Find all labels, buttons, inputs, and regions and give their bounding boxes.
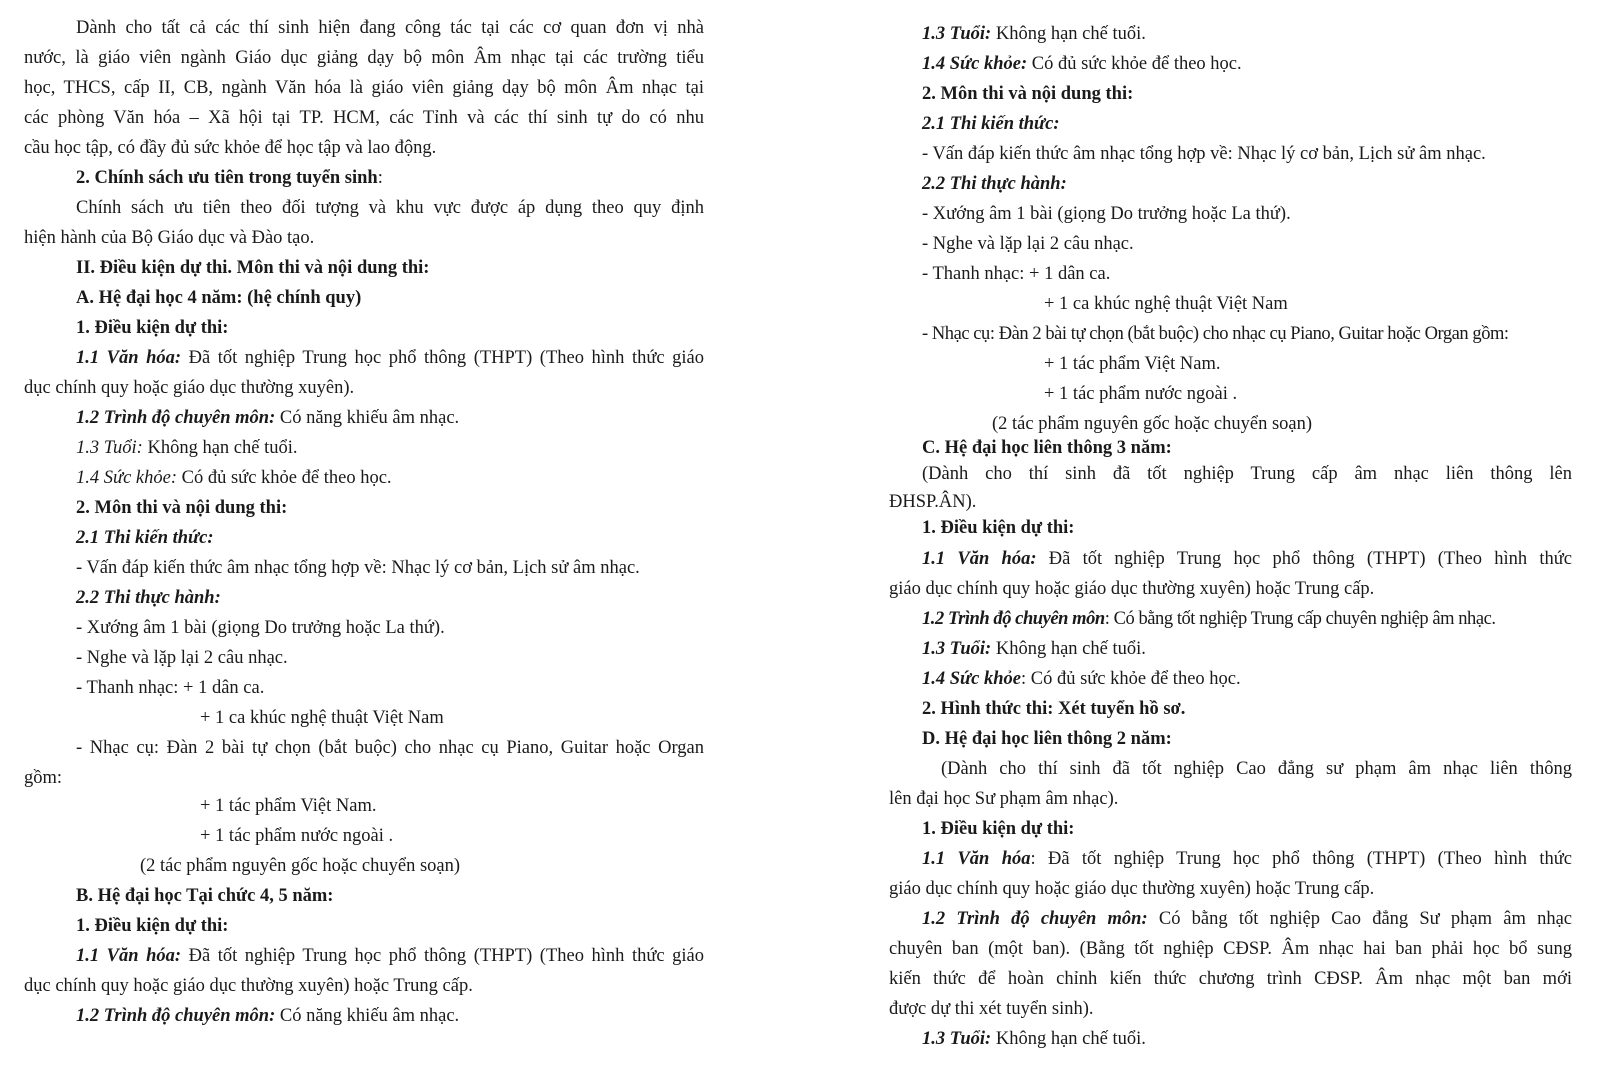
line-text: 2.1 Thi kiến thức:	[922, 114, 1060, 134]
text-line	[889, 490, 1572, 514]
line-text: 1.1 Văn hóa:	[922, 549, 1037, 569]
line-text: nước, là giáo viên ngành Giáo dục giảng dạy bộ môn Âm nhạc tại các trường tiểu	[24, 48, 704, 68]
line-continuation: Đã tốt nghiệp Trung học phổ thông (THPT) (Theo hình thức giáo	[181, 946, 704, 966]
line-text: 1.4 Sức khỏe	[922, 669, 1021, 689]
text-line	[24, 376, 704, 400]
line-text: 1. Điều kiện dự thi:	[76, 916, 229, 936]
line-text: ĐHSP.ÂN).	[889, 492, 977, 512]
text-line	[24, 676, 704, 700]
line-text: 1.1 Văn hóa	[922, 849, 1031, 869]
line-continuation: Đã tốt nghiệp Trung học phổ thông (THPT) (Theo hình thức giáo	[181, 348, 704, 368]
line-text: 1.3 Tuổi:	[76, 438, 143, 458]
line-continuation: Không hạn chế tuổi.	[991, 639, 1146, 659]
line-continuation: Đã tốt nghiệp Trung học phổ thông (THPT) (Theo hình thức	[1036, 549, 1573, 569]
line-text: 1.2 Trình độ chuyên môn:	[922, 909, 1148, 929]
text-line	[889, 202, 1572, 226]
line-text: học, THCS, cấp II, CB, ngành Văn hóa là giáo viên giảng dạy bộ môn Âm nhạc tại	[24, 78, 704, 98]
line-text: 2. Môn thi và nội dung thi:	[922, 84, 1134, 104]
text-line	[24, 196, 704, 220]
line-text: (Dành cho thí sinh đã tốt nghiệp Cao đẳng sư phạm âm nhạc liên thông	[941, 759, 1572, 779]
line-text: 2. Chính sách ưu tiên trong tuyển sinh	[76, 168, 378, 188]
text-line	[889, 52, 1572, 76]
line-text: kiến thức để hoàn chỉnh kiến thức chương trình CĐSP. Âm nhạc một ban mới	[889, 969, 1572, 989]
line-text: giáo dục chính quy hoặc giáo dục thường xuyên) hoặc Trung cấp.	[889, 579, 1375, 599]
line-text: (Dành cho thí sinh đã tốt nghiệp Trung cấp âm nhạc liên thông lên	[922, 464, 1572, 484]
text-line	[24, 556, 704, 580]
line-text: giáo dục chính quy hoặc giáo dục thường xuyên) hoặc Trung cấp.	[889, 879, 1375, 899]
text-line	[24, 616, 704, 640]
line-text: + 1 ca khúc nghệ thuật Việt Nam	[200, 708, 444, 728]
text-line	[24, 766, 704, 790]
line-text: C. Hệ đại học liên thông 3 năm:	[922, 438, 1172, 458]
text-line	[889, 112, 1572, 136]
text-line	[24, 16, 704, 40]
line-text: 1. Điều kiện dự thi:	[922, 518, 1075, 538]
line-text: - Thanh nhạc: + 1 dân ca.	[76, 678, 265, 698]
text-line	[24, 166, 704, 190]
text-line	[889, 462, 1572, 486]
text-line	[889, 82, 1572, 106]
text-line	[24, 824, 704, 848]
text-line	[889, 667, 1572, 691]
line-text: - Vấn đáp kiến thức âm nhạc tổng hợp về: Nhạc lý cơ bản, Lịch sử âm nhạc.	[76, 558, 640, 578]
line-text: (2 tác phẩm nguyên gốc hoặc chuyển soạn)	[992, 414, 1313, 434]
line-continuation: Có đủ sức khỏe để theo học.	[1027, 54, 1242, 74]
line-text: 1.3 Tuổi:	[922, 1029, 992, 1049]
line-text: 2. Hình thức thi: Xét tuyển hồ sơ.	[922, 699, 1186, 719]
text-line	[24, 974, 704, 998]
line-text: lên đại học Sư phạm âm nhạc).	[889, 789, 1119, 809]
line-text: 1.2 Trình độ chuyên môn:	[76, 1006, 276, 1026]
text-line	[24, 496, 704, 520]
text-line	[24, 256, 704, 280]
line-text: hiện hành của Bộ Giáo dục và Đào tạo.	[24, 228, 315, 248]
line-continuation: Không hạn chế tuổi.	[991, 24, 1146, 44]
text-line	[889, 262, 1572, 286]
line-text: 1.4 Sức khỏe:	[922, 54, 1028, 74]
text-line	[24, 794, 704, 818]
text-line	[889, 787, 1572, 811]
text-line	[24, 286, 704, 310]
line-text: cầu học tập, có đầy đủ sức khỏe để học tập và lao động.	[24, 138, 437, 158]
line-text: + 1 ca khúc nghệ thuật Việt Nam	[1044, 294, 1288, 314]
line-text: 2.2 Thi thực hành:	[922, 174, 1067, 194]
line-continuation: Có bằng tốt nghiệp Cao đẳng Sư phạm âm nhạc	[1147, 909, 1572, 929]
line-text: Dành cho tất cả các thí sinh hiện đang công tác tại các cơ quan đơn vị nhà	[76, 18, 704, 38]
line-text: A. Hệ đại học 4 năm: (hệ chính quy)	[76, 288, 362, 308]
text-line	[889, 1027, 1572, 1051]
text-line	[889, 907, 1572, 931]
text-line	[889, 727, 1572, 751]
text-line	[24, 854, 704, 878]
text-line	[889, 352, 1572, 376]
text-line	[889, 607, 1572, 631]
text-line	[889, 292, 1572, 316]
line-text: 1. Điều kiện dự thi:	[922, 819, 1075, 839]
line-text: gồm:	[24, 768, 63, 788]
line-text: - Nghe và lặp lại 2 câu nhạc.	[76, 648, 288, 668]
line-continuation: : Có đủ sức khỏe để theo học.	[1020, 669, 1241, 689]
text-line	[24, 346, 704, 370]
text-line	[889, 22, 1572, 46]
line-text: 1. Điều kiện dự thi:	[76, 318, 229, 338]
text-line	[24, 736, 704, 760]
text-line	[889, 322, 1572, 346]
text-line	[889, 516, 1572, 540]
line-continuation: Có đủ sức khỏe để theo học.	[177, 468, 392, 488]
text-line	[889, 577, 1572, 601]
text-line	[24, 106, 704, 130]
line-continuation: :	[377, 168, 383, 188]
line-text: - Nhạc cụ: Đàn 2 bài tự chọn (bắt buộc) cho nhạc cụ Piano, Guitar hoặc Organ	[76, 738, 704, 758]
text-line	[24, 586, 704, 610]
text-line	[24, 884, 704, 908]
line-text: 2. Môn thi và nội dung thi:	[76, 498, 288, 518]
line-continuation: Không hạn chế tuổi.	[142, 438, 298, 458]
text-line	[24, 406, 704, 430]
text-line	[889, 412, 1572, 436]
text-line	[889, 637, 1572, 661]
line-continuation: Không hạn chế tuổi.	[991, 1029, 1146, 1049]
line-text: chuyên ban (một ban). (Bằng tốt nghiệp CĐSP. Âm nhạc hai ban phải học bổ sung	[889, 939, 1572, 959]
text-line	[889, 436, 1572, 460]
line-text: 1.2 Trình độ chuyên môn:	[76, 408, 276, 428]
line-text: + 1 tác phẩm Việt Nam.	[200, 796, 377, 816]
line-text: - Thanh nhạc: + 1 dân ca.	[922, 264, 1111, 284]
text-line	[24, 76, 704, 100]
line-continuation: Có năng khiếu âm nhạc.	[275, 1006, 460, 1026]
text-line	[889, 172, 1572, 196]
line-text: 1.4 Sức khỏe:	[76, 468, 178, 488]
line-text: được dự thi xét tuyển sinh).	[889, 999, 1094, 1019]
text-line	[24, 46, 704, 70]
text-line	[889, 847, 1572, 871]
line-text: 1.1 Văn hóa:	[76, 348, 182, 368]
text-line	[24, 646, 704, 670]
text-line	[889, 232, 1572, 256]
text-line	[889, 142, 1572, 166]
text-line	[24, 466, 704, 490]
text-line	[889, 997, 1572, 1021]
text-line	[889, 547, 1572, 571]
line-text: Chính sách ưu tiên theo đối tượng và khu vực được áp dụng theo quy định	[76, 198, 704, 218]
line-continuation: Có năng khiếu âm nhạc.	[275, 408, 460, 428]
line-text: - Vấn đáp kiến thức âm nhạc tổng hợp về: Nhạc lý cơ bản, Lịch sử âm nhạc.	[922, 144, 1486, 164]
text-line	[889, 757, 1572, 781]
line-continuation: : Đã tốt nghiệp Trung học phổ thông (THPT) (Theo hình thức	[1030, 849, 1573, 869]
line-text: B. Hệ đại học Tại chức 4, 5 năm:	[76, 886, 334, 906]
line-text: - Nghe và lặp lại 2 câu nhạc.	[922, 234, 1134, 254]
line-text: - Nhạc cụ: Đàn 2 bài tự chọn (bắt buộc) cho nhạc cụ Piano, Guitar hoặc Organ gồm:	[922, 324, 1509, 344]
line-text: các phòng Văn hóa – Xã hội tại TP. HCM, các Tỉnh và các thí sinh tự do có nhu	[24, 108, 704, 128]
text-line	[24, 226, 704, 250]
text-line	[24, 944, 704, 968]
line-continuation: : Có bằng tốt nghiệp Trung cấp chuyên nghiệp âm nhạc.	[1104, 609, 1496, 629]
text-line	[24, 914, 704, 938]
line-text: + 1 tác phẩm nước ngoài .	[200, 826, 394, 846]
line-text: - Xướng âm 1 bài (giọng Do trưởng hoặc La thứ).	[76, 618, 445, 638]
line-text: D. Hệ đại học liên thông 2 năm:	[922, 729, 1172, 749]
line-text: 2.1 Thi kiến thức:	[76, 528, 214, 548]
line-text: 1.2 Trình độ chuyên môn	[922, 609, 1105, 629]
line-text: + 1 tác phẩm Việt Nam.	[1044, 354, 1221, 374]
line-text: 1.3 Tuổi:	[922, 24, 992, 44]
line-text: 1.1 Văn hóa:	[76, 946, 182, 966]
text-line	[889, 382, 1572, 406]
text-line	[889, 937, 1572, 961]
line-text: + 1 tác phẩm nước ngoài .	[1044, 384, 1238, 404]
text-line	[24, 526, 704, 550]
text-line	[24, 136, 704, 160]
text-line	[24, 316, 704, 340]
line-text: (2 tác phẩm nguyên gốc hoặc chuyển soạn)	[140, 856, 461, 876]
text-line	[24, 1004, 704, 1028]
text-line	[889, 817, 1572, 841]
line-text: 1.3 Tuổi:	[922, 639, 992, 659]
text-line	[24, 436, 704, 460]
text-line	[889, 877, 1572, 901]
line-text: dục chính quy hoặc giáo dục thường xuyên).	[24, 378, 355, 398]
line-text: - Xướng âm 1 bài (giọng Do trưởng hoặc La thứ).	[922, 204, 1291, 224]
text-line	[889, 967, 1572, 991]
text-line	[24, 706, 704, 730]
line-text: II. Điều kiện dự thi. Môn thi và nội dung thi:	[76, 258, 430, 278]
line-text: 2.2 Thi thực hành:	[76, 588, 221, 608]
line-text: dục chính quy hoặc giáo dục thường xuyên) hoặc Trung cấp.	[24, 976, 473, 996]
text-line	[889, 697, 1572, 721]
